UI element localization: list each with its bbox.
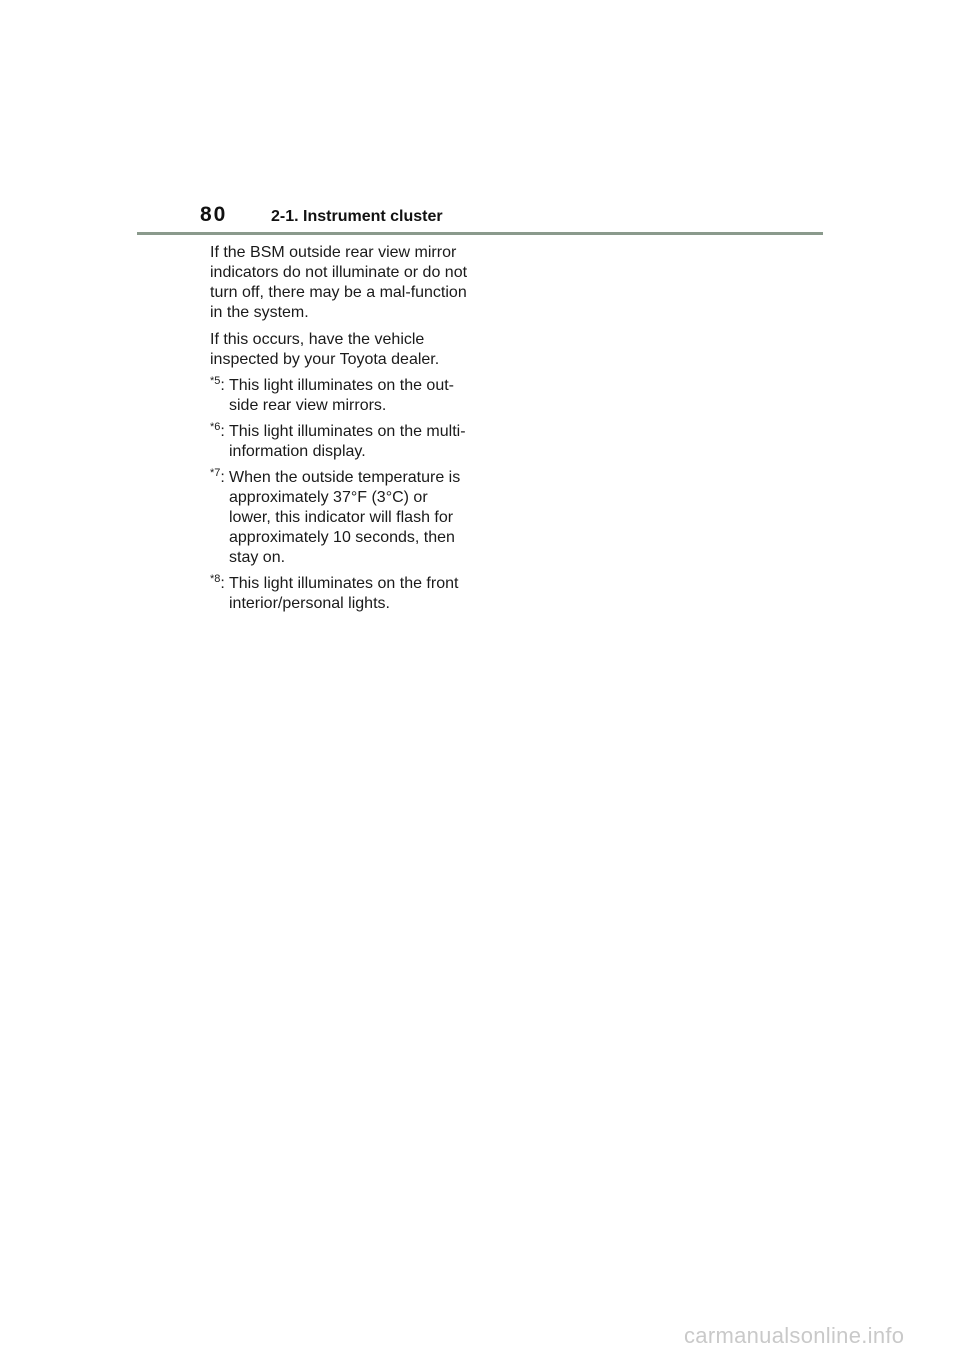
footnote-7 bbox=[210, 468, 470, 568]
footnote-8 bbox=[210, 574, 470, 614]
footnote-5 bbox=[210, 376, 470, 416]
page-number: 80 bbox=[200, 203, 228, 226]
footnote-text: This light illuminates on the front interior/personal lights. bbox=[229, 575, 459, 612]
footnote-6 bbox=[210, 422, 470, 462]
main-content bbox=[210, 243, 470, 620]
footnote-marker: $^{*5}$: bbox=[210, 375, 225, 394]
footnote-text: When the outside temperature is approximately 37°F (3°C) or lower, this indicator will flash for approximately 10 seconds, then stay on. bbox=[229, 469, 461, 566]
footnote-marker: $^{*8}$: bbox=[210, 573, 225, 592]
footnote-marker: $^{*6}$: bbox=[210, 421, 225, 440]
footnote-text: This light illuminates on the out-side rear view mirrors. bbox=[229, 377, 454, 414]
footnote-text: This light illuminates on the multi-information display. bbox=[229, 423, 466, 460]
paragraph-dealer-inspection: If this occurs, have the vehicle inspected by your Toyota dealer. bbox=[210, 331, 440, 368]
section-title: 2-1. Instrument cluster bbox=[271, 208, 443, 225]
watermark: carmanualsonline.info bbox=[684, 1323, 905, 1348]
paragraph-bsm-malfunction: If the BSM outside rear view mirror indicators do not illuminate or do not turn off, there may be a mal-function in the system. bbox=[210, 244, 468, 321]
header-rule bbox=[137, 232, 823, 235]
footnote-marker: $^{*7}$: bbox=[210, 467, 225, 486]
